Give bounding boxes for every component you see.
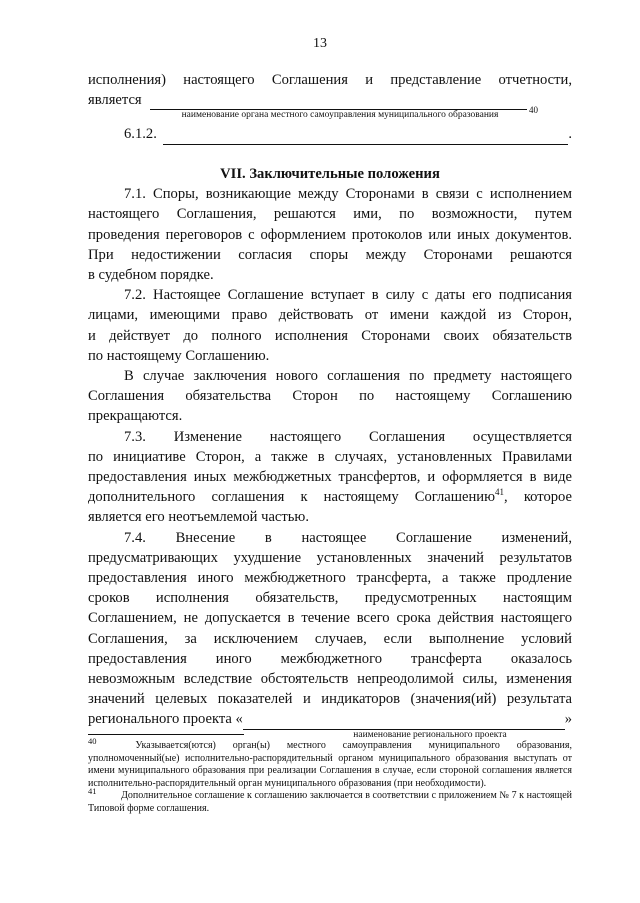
text-line: 7.3. Изменение настоящего Соглашения осуществляется — [124, 428, 572, 445]
blank-line — [243, 714, 565, 730]
footnote-number: 41 — [88, 786, 97, 797]
field-caption: наименование органа местного самоуправления муниципального образования — [181, 110, 499, 121]
text-line: Соглашения, за исключением случаев, если выполнение условий — [88, 630, 572, 647]
paragraph-7-1 — [88, 184, 572, 285]
text-line — [88, 487, 572, 507]
text-line: 7.2. Настоящее Соглашение вступает в силу с даты его подписания — [124, 287, 572, 304]
blank-line — [163, 129, 569, 145]
text-fragment: является — [88, 92, 142, 109]
text-fragment: регионального проекта « — [88, 711, 243, 728]
text-line: При недостижении согласия споры между Сторонами решаются — [88, 246, 572, 263]
text-line: по инициативе Сторон, а также в случаях, установленных Правилами — [88, 448, 572, 465]
field-caption: наименование регионального проекта — [353, 729, 507, 740]
section-title: VII. Заключительные положения — [220, 166, 440, 182]
text-fragment: дополнительного соглашения к настоящему Соглашению — [88, 489, 496, 506]
text-line: Соглашения обязательства Сторон по настоящему Соглашению — [88, 388, 572, 405]
text-line: предоставления иного межбюджетного трансферта, а также продление — [88, 570, 572, 587]
footnotes — [88, 736, 573, 816]
text-line: сроков исполнения обязательств, предусмотренных настоящим — [88, 590, 572, 607]
text-fragment: » — [564, 711, 572, 728]
section-vii — [88, 164, 572, 741]
text-line: 7.4. Внесение в настоящее Соглашение изменений, — [124, 529, 572, 546]
text-line: В случае заключения нового соглашения по предмету настоящего — [124, 368, 572, 385]
footnote-ref: 41 — [495, 487, 505, 498]
fill-line-row — [88, 709, 572, 729]
text-line: проведения переговоров с оформлением протоколов или иных документов. — [88, 226, 572, 243]
footnote-40 — [88, 736, 573, 790]
text-fragment: . — [568, 126, 572, 143]
footnote-number: 40 — [88, 736, 97, 746]
page-number: 13 — [313, 36, 327, 51]
footnote-separator — [88, 734, 244, 735]
paragraph-7-3 — [88, 427, 572, 528]
footnote-text: Указывается(ются) орган(ы) местного самоуправления муниципального образования, уполномоченный(ые) исполнительно-распорядительный органом муниципального образования выступать от имени муниципального образования при реализации Соглашения в случае, если стороной соглашения является исполнительно-распорядительный орган муниципального образования (при необходимости). — [88, 740, 573, 789]
text-line: невозможным вследствие обстоятельств непреодолимой силы, изменения — [88, 671, 572, 688]
text-line: по настоящему Соглашению. — [88, 347, 270, 364]
text-line: Соглашением, не допускается в течение всего срока действия настоящего — [88, 610, 572, 627]
fill-line-row: является 40 — [88, 92, 538, 116]
text-line: прекращаются. — [88, 408, 183, 425]
text-line: значений целевых показателей и индикаторов (значения(ий) результата — [88, 691, 572, 708]
paragraph-7-2-b — [88, 366, 572, 427]
footnote-41 — [88, 786, 573, 815]
text-line: настоящего Соглашения, решаются ими, по возможности, путем — [88, 206, 572, 223]
paragraph-7-4 — [88, 528, 572, 741]
blank-line — [150, 94, 527, 110]
text-fragment: , которое — [504, 489, 573, 506]
text-line: 7.1. Споры, возникающие между Сторонами в связи с исполнением — [124, 186, 572, 203]
paragraph-7-2 — [88, 285, 572, 366]
text-line: лицами, имеющими право действовать от имени каждой из Сторон, — [88, 307, 572, 324]
item-label: 6.1.2. — [124, 126, 157, 143]
item-612-row — [88, 124, 572, 144]
text-line: исполнения) настоящего Соглашения и представление отчетности, — [88, 72, 572, 88]
text-line: предоставления иных межбюджетных трансфертов, и оформляется в виде — [88, 469, 572, 486]
text-line: и действует до полного исполнения Сторонами своих обязательств — [88, 327, 572, 344]
text-line: предусматривающих ухудшение установленных значений результатов — [88, 549, 572, 566]
top-block — [88, 70, 572, 145]
footnote-text: Дополнительное соглашение к соглашению заключается в соответствии с приложением № 7 к настоящей Типовой форме соглашения. — [88, 790, 573, 814]
text-line: предоставления иного межбюджетного трансферта оказалось — [88, 650, 572, 667]
text-line: является его неотъемлемой частью. — [88, 509, 309, 526]
text-line: в судебном порядке. — [88, 267, 214, 284]
